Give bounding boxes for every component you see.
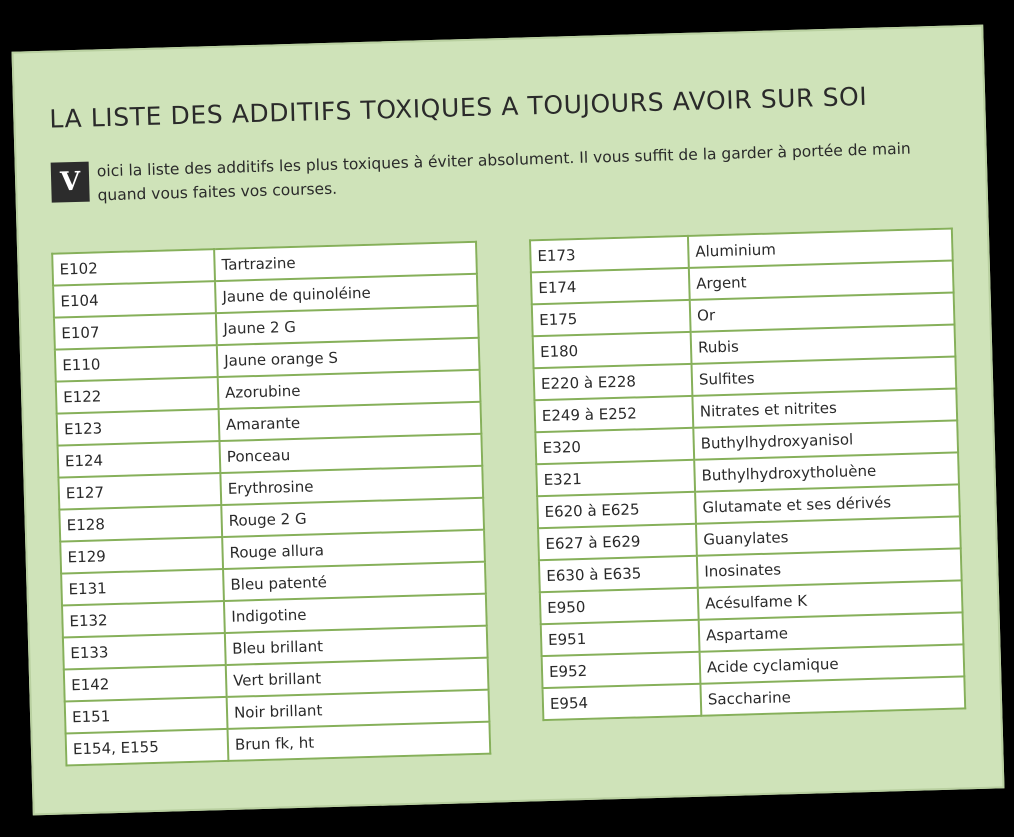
additive-code-cell: E175 (532, 300, 691, 336)
additive-code-cell: E132 (62, 601, 225, 638)
additive-name-cell: Bleu brillant (225, 626, 488, 665)
additive-name-cell: Aluminium (688, 229, 953, 268)
additive-code-cell: E249 à E252 (534, 396, 693, 432)
additives-card (12, 25, 1005, 816)
page-title: LA LISTE DES ADDITIFS TOXIQUES A TOUJOURS AVOIR SUR SOI (49, 81, 868, 134)
additive-code-cell: E173 (530, 236, 689, 272)
additive-code-cell: E123 (57, 409, 220, 446)
additive-name-cell: Buthylhydroxyanisol (693, 420, 958, 459)
additive-code-cell: E151 (65, 697, 228, 734)
additive-name-cell: Brun fk, ht (228, 722, 491, 761)
additive-code-cell: E320 (535, 428, 694, 464)
additive-name-cell: Jaune orange S (217, 338, 480, 377)
additive-name-cell: Argent (689, 261, 954, 300)
additive-name-cell: Or (690, 293, 955, 332)
additive-name-cell: Vert brillant (226, 658, 489, 697)
intro-text: oici la liste des additifs les plus toxiques à éviter absolument. Il vous suffit de la garder à portée de main quand vous faites vos courses. (96, 139, 911, 205)
additive-name-cell: Jaune de quinoléine (215, 274, 478, 313)
additive-code-cell: E131 (61, 569, 224, 606)
additive-name-cell: Saccharine (700, 676, 965, 715)
additive-name-cell: Ponceau (219, 434, 482, 473)
additives-table-right (529, 228, 966, 722)
additive-name-cell: Azorubine (218, 370, 481, 409)
additive-code-cell: E321 (536, 460, 695, 496)
drop-cap: V (51, 162, 90, 203)
additive-code-cell: E129 (60, 537, 223, 574)
additive-name-cell: Glutamate et ses dérivés (695, 484, 960, 523)
additive-code-cell: E122 (56, 377, 219, 414)
additive-name-cell: Noir brillant (227, 690, 490, 729)
additive-code-cell: E127 (58, 473, 221, 510)
additive-code-cell: E952 (542, 652, 701, 688)
additive-code-cell: E110 (55, 345, 218, 382)
additive-name-cell: Bleu patenté (223, 562, 486, 601)
additive-name-cell: Nitrates et nitrites (692, 388, 957, 427)
additive-code-cell: E180 (533, 332, 692, 368)
additive-code-cell: E627 à E629 (538, 524, 697, 560)
additive-name-cell: Sulfites (692, 356, 957, 395)
additives-table-left (51, 241, 491, 767)
additive-name-cell: Rouge allura (222, 530, 485, 569)
additive-name-cell: Amarante (219, 402, 482, 441)
additive-code-cell: E174 (531, 268, 690, 304)
additive-name-cell: Acésulfame K (698, 580, 963, 619)
additive-name-cell: Aspartame (699, 612, 964, 651)
additive-name-cell: Rouge 2 G (221, 498, 484, 537)
additive-name-cell: Erythrosine (220, 466, 483, 505)
additive-code-cell: E950 (540, 588, 699, 624)
additive-name-cell: Guanylates (696, 516, 961, 555)
intro-paragraph (51, 136, 952, 209)
additive-code-cell: E107 (54, 313, 217, 350)
additive-code-cell: E128 (59, 505, 222, 542)
additive-code-cell: E102 (52, 249, 215, 286)
additive-name-cell: Rubis (691, 324, 956, 363)
additive-name-cell: Indigotine (224, 594, 487, 633)
additive-name-cell: Acide cyclamique (700, 644, 965, 683)
additive-code-cell: E104 (53, 281, 216, 318)
additive-code-cell: E154, E155 (66, 729, 229, 766)
additive-name-cell: Buthylhydroxytholuène (694, 452, 959, 491)
additive-code-cell: E124 (58, 441, 221, 478)
additive-name-cell: Jaune 2 G (216, 306, 479, 345)
additive-code-cell: E620 à E625 (537, 492, 696, 528)
additive-code-cell: E954 (543, 684, 702, 720)
additive-code-cell: E951 (541, 620, 700, 656)
additive-name-cell: Tartrazine (214, 242, 477, 281)
additive-code-cell: E220 à E228 (534, 364, 693, 400)
additive-code-cell: E630 à E635 (539, 556, 698, 592)
additive-name-cell: Inosinates (697, 548, 962, 587)
additive-code-cell: E142 (64, 665, 227, 702)
additive-code-cell: E133 (63, 633, 226, 670)
